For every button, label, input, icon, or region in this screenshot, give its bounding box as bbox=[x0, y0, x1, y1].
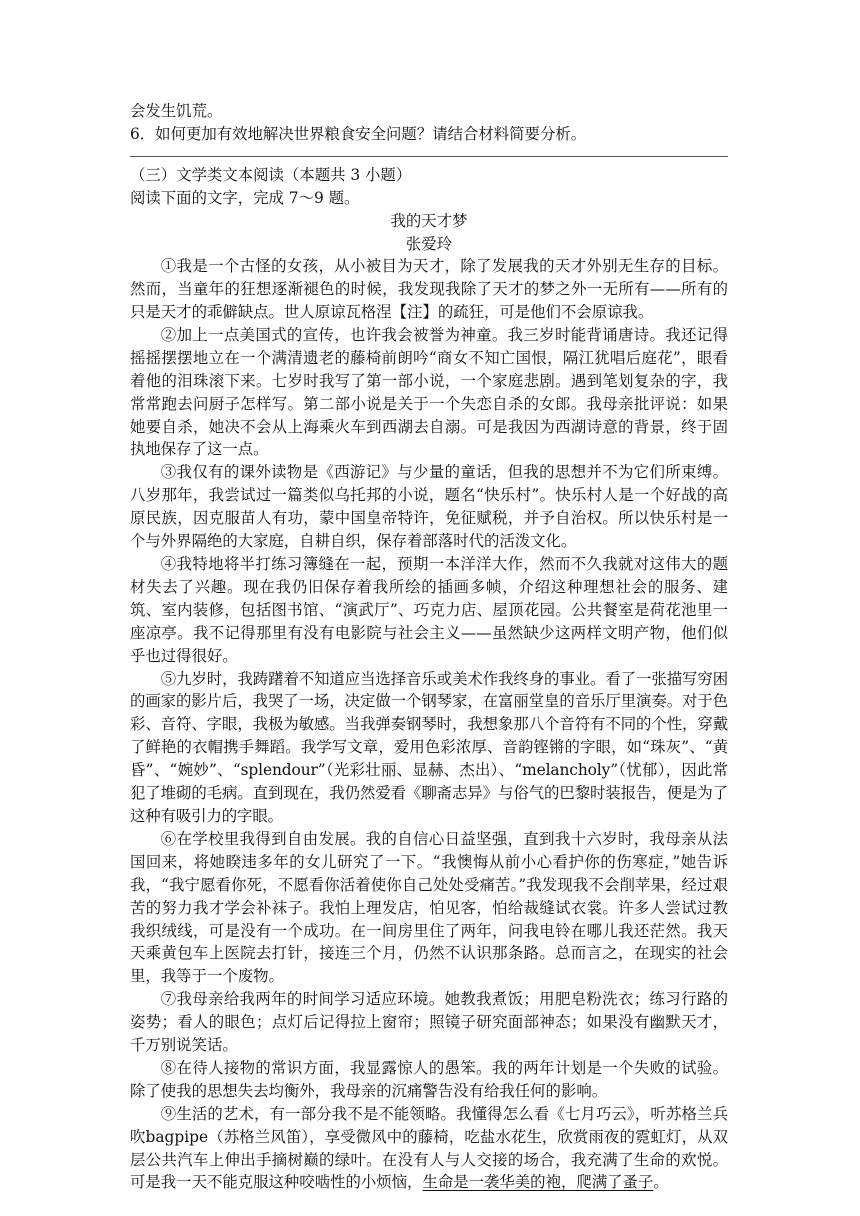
section-divider bbox=[130, 156, 728, 157]
section-heading: （三）文学类文本阅读（本题共 3 小题） bbox=[130, 166, 412, 185]
underlined-sentence: 生命是一袭华美的袍，爬满了蚤子 bbox=[422, 1173, 654, 1192]
article-title: 我的天才梦 bbox=[390, 211, 468, 230]
article-author: 张爱玲 bbox=[405, 234, 453, 253]
question-6: 6．如何更加有效地解决世界粮食安全问题？请结合材料简要分析。 bbox=[130, 124, 587, 143]
article-paragraph-1: ①我是一个古怪的女孩，从小被目为天才，除了发展我的天才外别无生存的目标。然而，当童年的狂想逐渐褪色的时候，我发现我除了天才的梦之外一无所有——所有的只是天才的乖僻缺点。世人原谅瓦格涅【注】的疏狂，可是他们不会原谅我。 bbox=[130, 257, 728, 322]
article-paragraph-8: ⑧在待人接物的常识方面，我显露惊人的愚笨。我的两年计划是一个失败的试验。除了使我的思想失去均衡外，我母亲的沉痛警告没有给我任何的影响。 bbox=[130, 1058, 728, 1100]
article-paragraph-3: ③我仅有的课外读物是《西游记》与少量的童话，但我的思想并不为它们所束缚。八岁那年，我尝试过一篇类似乌托邦的小说，题名“快乐村”。快乐村人是一个好战的高原民族，因克服苗人有功，蒙中国皇帝特许，免征赋税，并予自治权。所以快乐村是一个与外界隔绝的大家庭，自耕自织，保存着部落时代的活泼文化。 bbox=[130, 463, 728, 551]
previous-answer-line: 会发生饥荒。 bbox=[130, 102, 223, 120]
article-paragraph-6: ⑥在学校里我得到自由发展。我的自信心日益坚强，直到我十六岁时，我母亲从法国回来，将她睽违多年的女儿研究了一下。“我懊悔从前小心看护你的伤寒症，”她告诉我，“我宁愿看你死，不愿看你活着使你自己处处受痛苦。”我发现我不会削苹果，经过艰苦的努力我才学会补袜子。我怕上理发店，怕见客，怕给裁缝试衣裳。许多人尝试过教我织绒线，可是没有一个成功。在一间房里住了两年，问我电铃在哪儿我还茫然。我天天乘黄包车上医院去打针，接连三个月，仍然不认识那条路。总而言之，在现实的社会里，我等于一个废物。 bbox=[130, 829, 728, 986]
document-page bbox=[130, 100, 728, 1194]
article-paragraph-9 bbox=[130, 1103, 728, 1195]
article-paragraph-2: ②加上一点美国式的宣传，也许我会被誉为神童。我三岁时能背诵唐诗。我还记得摇摇摆摆地立在一个满清遗老的藤椅前朗吟“商女不知亡国恨，隔江犹唱后庭花”，眼看着他的泪珠滚下来。七岁时我写了第一部小说，一个家庭悲剧。遇到笔划复杂的字，我常常跑去问厨子怎样写。第二部小说是关于一个失恋自杀的女郎。我母亲批评说：如果她要自杀，她决不会从上海乘火车到西湖去自溺。可是我因为西湖诗意的背景，终于固执地保存了这一点。 bbox=[130, 325, 728, 459]
article-paragraph-4: ④我特地将半打练习簿缝在一起，预期一本洋洋大作，然而不久我就对这伟大的题材失去了兴趣。现在我仍旧保存着我所绘的插画多帧，介绍这种理想社会的服务、建筑、室内装修，包括图书馆、“演武厅”、巧克力店、屋顶花园。公共餐室是荷花池里一座凉亭。我不记得那里有没有电影院与社会主义——虽然缺少这两样文明产物，他们似乎也过得很好。 bbox=[130, 555, 728, 665]
article-paragraph-7: ⑦我母亲给我两年的时间学习适应环境。她教我煮饭；用肥皂粉洗衣；练习行路的姿势；看人的眼色；点灯后记得拉上窗帘；照镜子研究面部神态；如果没有幽默天才，千万别说笑话。 bbox=[130, 990, 728, 1055]
reading-instruction: 阅读下面的文字，完成 7～9 题。 bbox=[130, 189, 360, 208]
article-paragraph-5: ⑤九岁时，我踌躇着不知道应当选择音乐或美术作我终身的事业。看了一张描写穷困的画家的影片后，我哭了一场，决定做一个钢琴家，在富丽堂皇的音乐厅里演奏。对于色彩、音符、字眼，我极为敏感。当我弹奏钢琴时，我想象那八个音符有不同的个性，穿戴了鲜艳的衣帽携手舞蹈。我学写文章，爱用色彩浓厚、音韵铿锵的字眼，如“珠灰”、“黄昏”、“婉妙”、“splendour”（光彩壮丽、显赫、杰出）、“melancholy”（忧郁），因此常犯了堆砌的毛病。直到现在，我仍然爱看《聊斋志异》与俗气的巴黎时装报告，便是为了这种有吸引力的字眼。 bbox=[130, 669, 728, 825]
paragraph-9-end: 。 bbox=[653, 1173, 669, 1192]
paragraph-9-text: ⑨生活的艺术，有一部分我不是不能领略。我懂得怎么看《七月巧云》，听苏格兰兵吹bagpipe（苏格兰风笛），享受微风中的藤椅，吃盐水花生，欣赏雨夜的霓虹灯，从双层公共汽车上伸出手摘树巅的绿叶。在没有人与人交接的场合，我充满了生命的欢悦。可是我一天不能克服这种咬啮性的小烦恼， bbox=[130, 1104, 728, 1192]
